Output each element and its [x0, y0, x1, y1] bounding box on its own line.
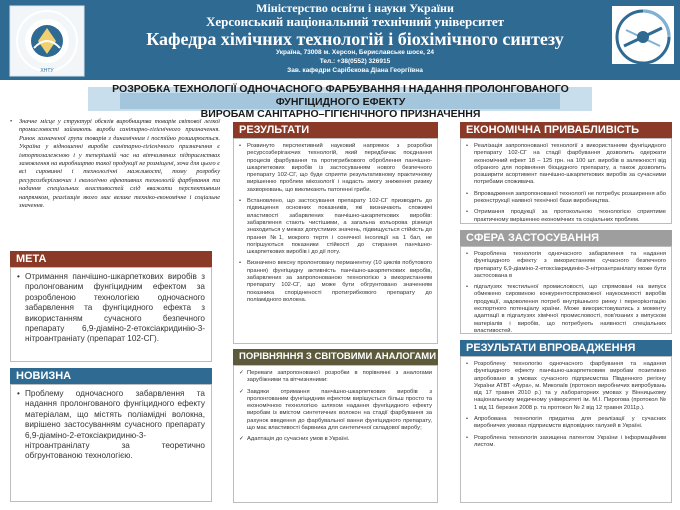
list-item — [466, 209, 666, 224]
list-item — [239, 370, 432, 385]
bullet: • — [466, 209, 469, 216]
list-item — [239, 436, 432, 443]
check-icon: ✓ — [239, 388, 244, 395]
poster-title-line-2: ВИРОБАМ САНІТАРНО–ГІГІЄНІЧНОГО ПРИЗНАЧЕННЯ — [200, 108, 481, 120]
bullet: • — [17, 272, 20, 281]
university-logo-icon — [8, 4, 86, 78]
novyzna-box — [10, 384, 212, 502]
comparison-item-3: Адаптація до сучасних умов в Україні. — [247, 436, 350, 443]
bullet: • — [239, 260, 242, 267]
department-logo-icon — [612, 6, 674, 72]
bullet: • — [466, 284, 469, 291]
department-title: Кафедра хімічних технологій і біохімічного синтезу — [146, 29, 564, 49]
novyzna-text: Проблему одночасного забарвлення та надання пролонгованого фунгіцидного ефекту матеріалам, що містять поліамідні волокна, вирішено застосуванням сучасного препарату 6,9-діаміно-2-етоксіакридиню-3-нітроантранілату за теоретично обгрунтованою технологією. — [25, 389, 205, 461]
bullet: • — [17, 389, 20, 398]
address-line: Україна, 73008 м. Херсон, Бериславське шосе, 24 — [275, 49, 435, 56]
svg-text:ХНТУ: ХНТУ — [40, 68, 54, 74]
bullet: • — [466, 434, 469, 441]
results-item-3: Визначено вексну пролонговану перманентну (10 циклів побутового прання) фунгіцидну активність панчішно-шкарпеткових виробів, забарвлених за запропонованою технологією з використанням препарату 102-СГ, що може бути обгрунтовано значенням показника спорідненості протигрибкового препарату до поліамідного волокна. — [247, 260, 432, 303]
comparison-box — [233, 365, 438, 503]
university-line: Херсонський національний технічний університет — [205, 14, 505, 29]
results-item-2: Встановлено, що застосування препарату 102-СГ призводить до підвищення основних показників, які визначають споживчі властивості забарвлених панчішно-шкарпеткових виробів: забарвлення стають чистішими, а загальна кольорова різниця знаходиться у межах допустимих значень, підвищується стійкість до прання №1, мокрого тертя і сонячної інсоляції на 1 бал, не погіршуються показники стійкості до стирання панчішно-шкарпеткових виробів і до дії поту. — [247, 198, 432, 256]
implementation-box — [460, 356, 672, 503]
list-item — [466, 284, 666, 335]
intro-paragraph — [10, 118, 220, 210]
list-item — [239, 389, 432, 433]
results-heading: РЕЗУЛЬТАТИ — [233, 122, 438, 138]
results-item-1: Розвинуто перспективний науковий напрямок з розробки ресурсозберігаючих технологій, який передбачає поєднання процесів фарбування та протигрибкового оброблення панчішно-шкарпеткових виробів із застосуванням нового безпечного препарату 102-СГ, що буде сприяти результативному практичному вирішенню проблем мікозології і надасть змогу зниження ризику захворювань, що викликають патогенні гриби. — [247, 143, 432, 193]
list-item — [466, 416, 666, 431]
bullet: • — [466, 251, 469, 257]
list-item — [466, 251, 666, 280]
meta-box — [10, 267, 212, 362]
results-box — [233, 138, 438, 344]
bullet: • — [466, 143, 469, 149]
economic-heading: ЕКОНОМІЧНА ПРИВАБЛИВІСТЬ — [460, 122, 672, 138]
bullet: • — [239, 198, 242, 205]
economic-box — [460, 138, 672, 224]
list-item — [466, 435, 666, 450]
list-item — [466, 361, 666, 412]
economic-item-3: Отримання продукції за протокольною технологією сприятиме практичному вирішенню економічних та соціальних проблем. — [474, 209, 666, 223]
economic-item-1: Реалізація запропонованої технології з використанням фунгіцидного препарату 102-СГ на стадії фарбування дозволить одержати економічний ефект 18 – 125 грн. на 100 шт. виробів в залежності від обраного для порівняння біоцидного препарату, а також дозволить розширити асортимент панчішно-шкарпеткових виробів за сучасними потребами споживача. — [474, 143, 666, 186]
intro-text: Значне місце у структурі обсягів виробництва товарів світової легкої промисловості займають вироби санітарно-гігієнічного призначення. Ринок зазначеної групи товарів з динамічним і постійно розширюється. Україна у відношенні виробів санітарно-гігієнічного призначення є імпортозалежною і у теперішній час на вітчизняних підприємствах замовлення на виробництво такої продукції не розміщені, хоча для цього є всі сировинні і технологічні мажливості, тому розробку ресурсозберігаючих і екологічно ефективних технологій фарбування та надання спеціальних властивостей слід вважати перспективним напрямком, реалізація якого має велике техніко-економічне і соціальне значення. — [19, 118, 220, 210]
economic-item-2: Впровадження запропонованої технології не потребує розширення або реконструкції наявної технічної бази виробництва. — [474, 190, 666, 205]
bullet: • — [466, 416, 469, 423]
novyzna-heading: НОВИЗНА — [10, 368, 212, 384]
list-item — [239, 143, 432, 194]
list-item — [466, 143, 666, 187]
head-of-department-line: Зав. кафедри Сарібєкова Діана Георгіївна — [287, 67, 423, 74]
poster-title — [88, 83, 593, 121]
bullet: • — [466, 190, 469, 197]
implementation-item-2: Апробована технологія придатна для реалізації у сучасних виробничих умовах підприємств відповідних галузей в Україні. — [474, 416, 666, 430]
sphere-heading: СФЕРА ЗАСТОСУВАННЯ — [460, 230, 672, 246]
implementation-heading: РЕЗУЛЬТАТИ ВПРОВАДЖЕННЯ — [460, 340, 672, 356]
sphere-box — [460, 246, 672, 334]
implementation-item-1: Розроблену технологію одночасного фарбування та надання фунгіцидного ефекту панчішно-шкарпетковим виробам позитивно апробовано в умовах сучасного підприємства Південного регіону України АТВТ «Аура», м. Миколаїв (протокол виробничих випробувань від 17 травня 2010 р.) та у лабораторних умовах у Вінницькому національному медичному університеті ім. М.І. Пирогова (протокол № 1 від 11 березня 2008 р. та протокол № 2 від 12 травня 2011р.). — [474, 361, 666, 411]
list-item — [239, 198, 432, 256]
sphere-item-1: Розроблена технологія одночасного забарвлення та надання фунгіцидного ефекту з використанням сучасного безпечного препарату 6,9-діаміно-2-етоксіакридинію-3-нітроантранілату може бути застосована в — [474, 251, 666, 279]
bullet: • — [466, 361, 469, 367]
meta-text: Отримання панчішно-шкарпеткових виробів з пролонгованим фунгіцидним ефектом за розробленою технологією одночасного забарвлення та фунгіцидного ефекта з використанням сучасного безпечного препарату 6,9-діаміно-2-етоксіакридинію-3-нітроантраніату (препарат 102-СГ). — [25, 272, 205, 344]
implementation-item-3: Розроблена технологія захищена патентом України і інформаційним листом. — [474, 434, 666, 448]
comparison-item-2: Завдяки отримання панчішно-шкарпеткових виробів з пролонгованим фунгіцидним ефектом вирішується більш просто та економічною технологією шляхом надання фунгіцидного ефекту виробам із вмістом синтетичних волокон на стадії фарбування за рахунок введення до фарбувальної ванни фунгіцидного препарату, що має властивості барвника для синтетичної складової виробу; — [247, 388, 432, 432]
phone-line: Тел.: +38(0552) 326915 — [319, 58, 391, 65]
check-icon: ✓ — [239, 370, 244, 376]
comparison-item-1: Переваги запропонованої розробки в порівнянні з аналогами зарубіжними та вітчизняними: — [247, 370, 432, 384]
sphere-item-2: підгалузях текстильної промисловості, що спрямовані на випуск обмежено сировиною конкурентоспроможної наукоємності виробів продукції, задоволення потреб внутрішнього ринку і переорієнтацію експортного потенціалу країни. Може використовуватись з моменту адаптації в підгалузях хімічної промисловості, пов'язаних з випуском матеріалів і виробів, що потребують наявності спеціальних властивостей. — [474, 284, 666, 334]
bullet: • — [239, 143, 242, 149]
poster-title-line-1: РОЗРОБКА ТЕХНОЛОГІЇ ОДНОЧАСНОГО ФАРБУВАННЯ І НАДАННЯ ПРОЛОНГОВАНОГО ФУНГІЦИДНОГО ЕФЕКТУ — [112, 83, 569, 108]
check-icon: ✓ — [239, 436, 244, 443]
comparison-heading: ПОРІВНЯННЯ З СВІТОВИМИ АНАЛОГАМИ — [233, 349, 438, 365]
list-item — [239, 260, 432, 304]
list-item — [466, 191, 666, 206]
bullet: • — [10, 118, 13, 125]
poster-header — [0, 0, 680, 80]
ministry-line: Міністерство освіти і науки України — [256, 1, 454, 15]
meta-heading: МЕТА — [10, 251, 212, 267]
